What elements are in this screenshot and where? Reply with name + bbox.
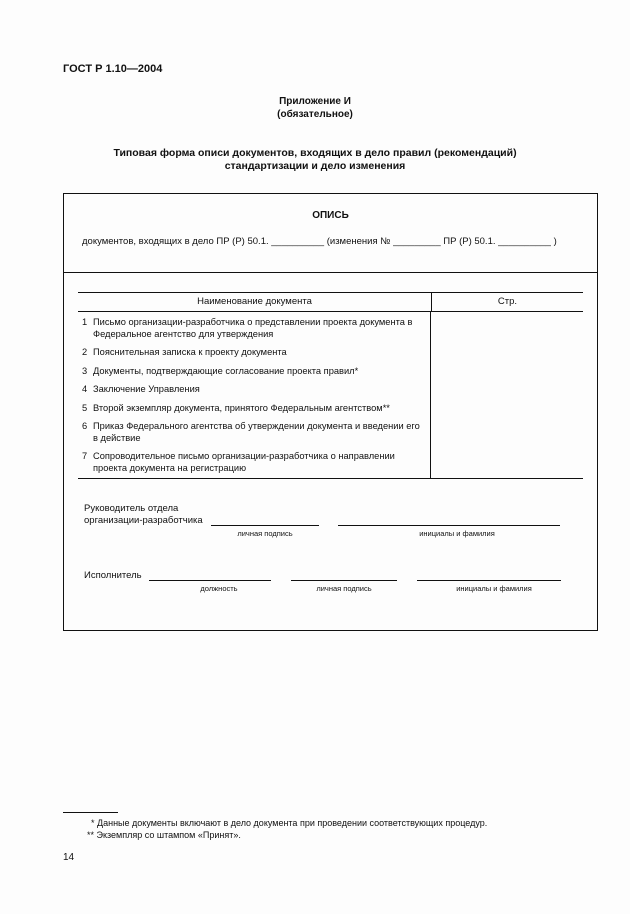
row-text: Письмо организации-разработчика о представлении проекта документа в Федеральное агентство для утверждения — [93, 317, 413, 339]
footnote-rule — [63, 812, 118, 813]
head-initials-caption: инициалы и фамилия — [419, 529, 495, 538]
form-subline: документов, входящих в дело ПР (Р) 50.1. __________ (изменения № _________ ПР (Р) 50.1. __________ ) — [82, 236, 557, 247]
executor-initials-caption: инициалы и фамилия — [456, 584, 532, 593]
column-header-name: Наименование документа — [78, 293, 432, 311]
table-row — [82, 384, 426, 396]
form-title-line2: стандартизации и дело изменения — [224, 160, 406, 172]
executor-position-line — [149, 580, 271, 581]
column-header-page: Стр. — [497, 296, 518, 307]
head-initials-line — [338, 525, 560, 526]
row-text: Второй экземпляр документа, принятого Федеральным агентством** — [93, 402, 390, 413]
row-number: 6 — [82, 421, 88, 431]
executor-signature-caption: личная подпись — [316, 584, 372, 593]
head-label-line1: Руководитель отдела — [84, 503, 179, 514]
appendix-title: Приложение И — [279, 96, 351, 107]
row-number: 1 — [82, 317, 88, 327]
executor-signature-line — [291, 580, 397, 581]
table-row — [82, 451, 426, 474]
row-number: 7 — [82, 451, 88, 461]
form-divider — [63, 272, 598, 273]
row-text: Сопроводительное письмо организации-разработчика о направлении проекта документа на регистрацию — [93, 451, 395, 473]
row-number: 4 — [82, 384, 88, 394]
row-text: Приказ Федерального агентства об утверждении документа и введении его в действие — [93, 421, 420, 443]
head-signature-caption: личная подпись — [237, 529, 293, 538]
table-row — [82, 317, 426, 340]
document-header: ГОСТ Р 1.10—2004 — [63, 63, 163, 75]
table-row — [82, 366, 426, 378]
table-header — [78, 293, 583, 312]
table-row — [82, 403, 426, 415]
appendix-note: (обязательное) — [277, 109, 353, 120]
form-heading: ОПИСЬ — [312, 210, 349, 221]
row-text: Документы, подтверждающие согласование проекта правил* — [93, 365, 359, 376]
table-row — [82, 421, 426, 444]
row-text: Пояснительная записка к проекту документа — [93, 347, 287, 357]
row-number: 3 — [82, 365, 88, 376]
executor-initials-line — [417, 580, 561, 581]
footnote-1: * Данные документы включают в дело документа при проведении соответствующих процедур. — [91, 818, 488, 828]
documents-table — [78, 292, 583, 479]
row-number: 5 — [82, 402, 88, 413]
row-number: 2 — [82, 347, 88, 357]
form-title-line1: Типовая форма описи документов, входящих в дело правил (рекомендаций) — [113, 147, 517, 159]
page-number: 14 — [63, 852, 75, 863]
row-text: Заключение Управления — [93, 384, 200, 394]
executor-label: Исполнитель — [84, 570, 142, 581]
footnote-2: ** Экземпляр со штампом «Принят». — [87, 830, 241, 840]
head-signature-line — [211, 525, 319, 526]
table-row — [82, 347, 426, 359]
table-names-column — [78, 312, 431, 478]
table-body — [78, 312, 583, 478]
executor-position-caption: должность — [200, 584, 238, 593]
head-label-line2: организации-разработчика — [84, 515, 203, 526]
table-pages-column — [431, 312, 583, 478]
